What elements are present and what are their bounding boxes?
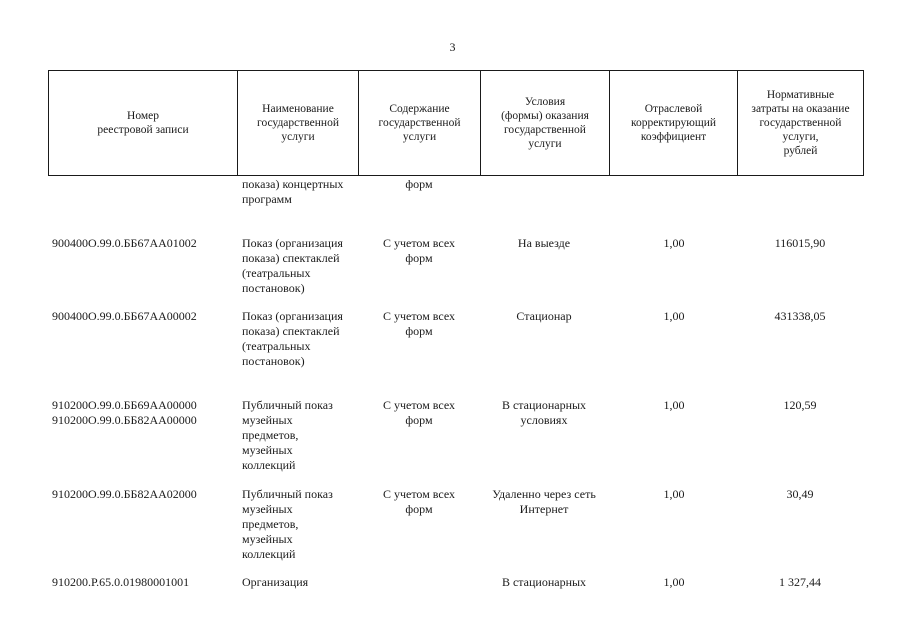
normative-cost: 116015,90 [774,236,826,250]
header-divider [863,70,864,176]
registry-number: 900400О.99.0.ББ67АА00002 [52,309,197,323]
service-content: С учетом всех форм [382,309,456,338]
service-name: Организация [242,575,309,589]
registry-number: 910200О.99.0.ББ82АА02000 [52,487,197,501]
header-correction-coefficient [610,70,737,175]
correction-coefficient: 1,00 [663,487,685,501]
service-name: Публичный показ музейных предметов, музейных коллекций [242,398,333,472]
service-content: С учетом всех форм [382,487,456,516]
header-text: Содержание государственной услуги [378,102,461,143]
header-text: Наименование государственной услуги [257,102,339,143]
registry-number: 910200.Р.65.0.01980001001 [52,575,190,589]
registry-number: 900400О.99.0.ББ67АА01002 [52,236,197,250]
header-text: Отраслевой корректирующий коэффициент [630,102,717,143]
continuation-service-name: показа) концертных программ [242,177,344,206]
registry-number: 910200О.99.0.ББ69АА00000 910200О.99.0.ББ82АА00000 [52,398,197,427]
normative-cost: 30,49 [786,487,814,501]
header-text: Нормативные затраты на оказание государственной услуги, рублей [751,88,850,157]
service-condition: В стационарных условиях [501,398,587,427]
correction-coefficient: 1,00 [663,575,685,589]
header-registry-number [49,70,237,175]
continuation-service-content: форм [405,177,433,191]
correction-coefficient: 1,00 [663,309,685,323]
header-service-name [238,70,358,175]
service-condition: Стационар [516,309,572,323]
normative-cost: 1 327,44 [779,575,821,589]
service-name: Показ (организация показа) спектаклей (театральных постановок) [242,309,343,368]
header-bottom-border [48,175,864,176]
service-name: Публичный показ музейных предметов, музейных коллекций [242,487,333,561]
service-name: Показ (организация показа) спектаклей (театральных постановок) [242,236,343,295]
header-text: Номер реестровой записи [97,109,189,136]
normative-cost: 431338,05 [774,309,826,323]
header-text: Условия (формы) оказания государственной услуги [501,95,589,150]
header-service-content [359,70,480,175]
service-condition: На выезде [517,236,571,250]
service-content: С учетом всех форм [382,236,456,265]
header-normative-cost [738,70,863,175]
header-service-conditions [481,70,609,175]
correction-coefficient: 1,00 [663,398,685,412]
page-number: 3 [449,40,456,54]
service-condition: Удаленно через сеть Интернет [492,487,596,516]
service-content: С учетом всех форм [382,398,456,427]
normative-cost: 120,59 [783,398,817,412]
service-condition: В стационарных [501,575,587,589]
correction-coefficient: 1,00 [663,236,685,250]
